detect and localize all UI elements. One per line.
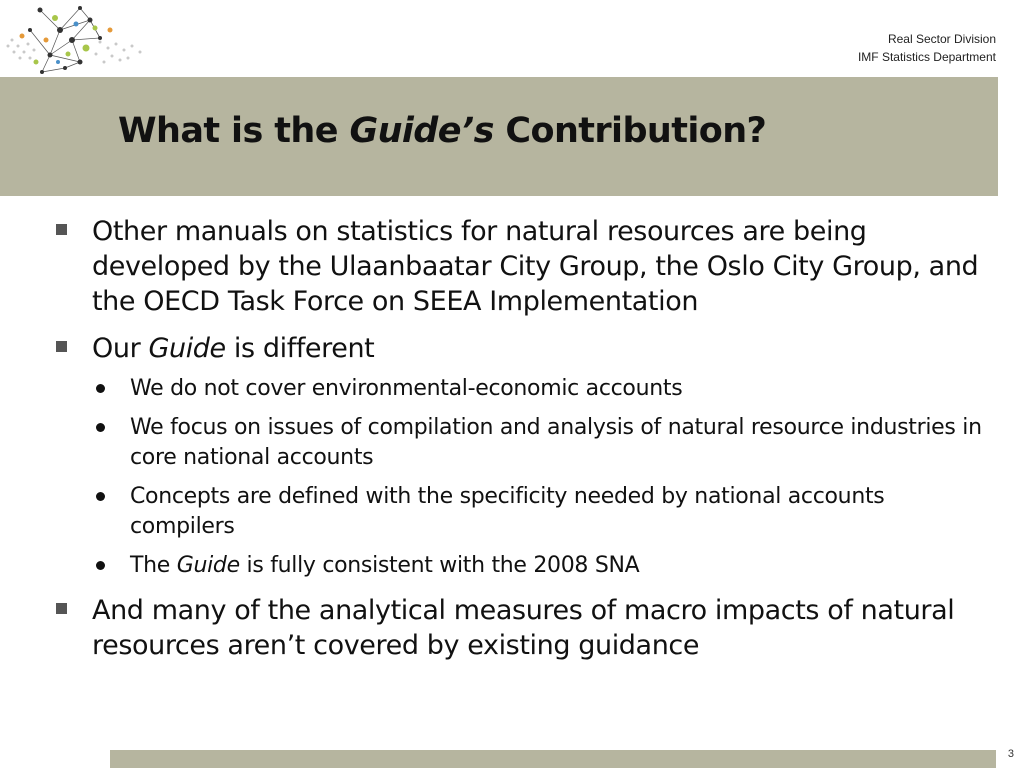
division-label: Real Sector Division — [887, 32, 996, 46]
title-part-2: Contribution? — [493, 111, 767, 151]
sub-list-item — [54, 551, 984, 581]
sub-bullet-text: We focus on issues of compilation and analysis of natural resource industries in core national accounts — [130, 415, 982, 470]
sub-bullet-text-part-1: The — [130, 553, 177, 578]
square-bullet-icon — [56, 603, 67, 614]
bullet-text-part-2: is different — [225, 333, 375, 364]
sub-list-item — [54, 413, 984, 473]
slide-title — [118, 111, 766, 151]
bullet-text-part-1: Our — [92, 333, 149, 364]
sub-bullet-text: Concepts are defined with the specificity needed by national accounts compilers — [130, 484, 885, 539]
sub-list-item — [54, 374, 984, 404]
list-item — [54, 331, 984, 366]
sub-bullet-text-part-2: is fully consistent with the 2008 SNA — [239, 553, 640, 578]
sub-bullet-text-italic: Guide — [176, 553, 240, 578]
title-part-1: What is the — [118, 111, 350, 151]
bullet-list — [54, 214, 984, 675]
bullet-text-italic: Guide — [148, 333, 226, 364]
square-bullet-icon — [56, 341, 67, 352]
slide-number: 3 — [1007, 748, 1014, 760]
bullet-text: And many of the analytical measures of macro impacts of natural resources aren’t covered by existing guidance — [92, 595, 955, 661]
department-label: IMF Statistics Department — [857, 50, 996, 64]
sub-list-item — [54, 482, 984, 542]
sub-bullet-text: We do not cover environmental-economic accounts — [130, 376, 683, 401]
footer-bar — [110, 750, 996, 768]
bullet-text: Other manuals on statistics for natural resources are being developed by the Ulaanbaatar City Group, the Oslo City Group, and the OECD Task Force on SEEA Implementation — [92, 216, 979, 317]
square-bullet-icon — [56, 224, 67, 235]
round-bullet-icon — [96, 561, 105, 570]
list-item — [54, 593, 984, 663]
list-item — [54, 214, 984, 319]
round-bullet-icon — [96, 423, 105, 432]
header-info — [858, 30, 996, 66]
network-globe-logo — [0, 0, 160, 80]
round-bullet-icon — [96, 384, 105, 393]
sub-bullet-list — [54, 374, 984, 581]
title-italic: Guide’s — [349, 111, 494, 151]
round-bullet-icon — [96, 492, 105, 501]
